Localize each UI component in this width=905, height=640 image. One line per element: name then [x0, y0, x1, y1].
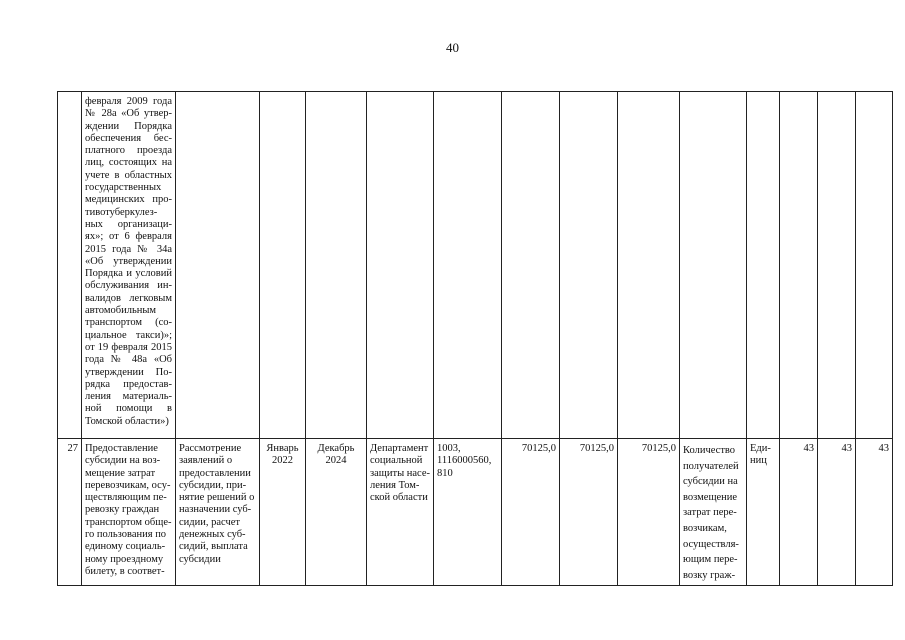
text-line: 2024	[325, 455, 347, 467]
cell-empty	[856, 92, 893, 439]
cell-empty	[502, 92, 560, 439]
text-line: го пользования по	[85, 529, 167, 541]
text-line: затрат пере-	[683, 507, 737, 519]
text-line: возчикам,	[683, 522, 727, 534]
cell-empty	[818, 92, 856, 439]
text-line: ществляющим пе-	[85, 492, 167, 504]
description-line: № 28а «Об утвер-	[85, 108, 172, 120]
table-row-27	[58, 439, 893, 586]
text-line: 1003,	[437, 443, 461, 454]
description-line: Томской области»)	[85, 415, 169, 427]
activity-text	[179, 443, 256, 566]
cell-empty	[560, 92, 618, 439]
description-line: ных организаци-	[85, 218, 172, 230]
cell-empty	[434, 92, 502, 439]
text-line: ревозку граждан	[85, 504, 160, 516]
description-line: года № 48а «Об	[85, 354, 172, 366]
description-line: транспортом (со-	[85, 317, 172, 329]
text-line: 810	[437, 467, 453, 479]
description-line: утверждении По-	[85, 366, 172, 378]
description-line: ях»; от 6 февраля	[85, 231, 172, 243]
text-line: перевозчикам, осу-	[85, 479, 171, 491]
text-line: Еди-	[750, 443, 771, 454]
program-table	[57, 91, 893, 586]
text-line: Январь	[266, 443, 299, 454]
description-line: платного проезда	[85, 145, 172, 157]
text-line: сидий, выплата	[179, 541, 248, 553]
cell-value-1: 43	[780, 439, 818, 586]
text-line: субсидии, при-	[179, 479, 247, 491]
description-line: «Об утверждении	[85, 255, 172, 267]
measure-name-text	[85, 443, 172, 578]
description-line: медицинских про-	[85, 194, 172, 206]
cell-row-number: 27	[58, 439, 82, 586]
text-line: ления Том-	[370, 479, 420, 491]
table-row-continuation	[58, 92, 893, 439]
text-line: назначении суб-	[179, 504, 252, 516]
page-number: 40	[446, 40, 459, 55]
cell-executor	[367, 439, 434, 586]
cell-description	[82, 92, 176, 439]
description-line: лиц, состоящих на	[85, 157, 172, 169]
cell-start-date	[260, 439, 306, 586]
text-line: ской области	[370, 492, 428, 504]
cell-empty	[618, 92, 680, 439]
text-line: 1116000560,	[437, 455, 492, 467]
text-line: Декабрь	[317, 443, 355, 454]
text-line: защиты насе-	[370, 467, 431, 479]
description-line: валидов легковым	[85, 292, 172, 304]
description-line: ждении Порядка	[85, 120, 172, 132]
description-line: от 19 февраля 2015	[85, 341, 172, 353]
kbk-text	[437, 443, 498, 480]
description-line: учете в областных	[85, 169, 172, 181]
description-line: 2015 года № 34а	[85, 243, 172, 255]
start-date-text	[263, 443, 302, 468]
unit-text	[750, 443, 776, 468]
text-line: сидии, расчет	[179, 516, 241, 528]
description-line: рядка предостав-	[85, 378, 172, 390]
cell-indicator	[680, 439, 747, 586]
cell-value-3: 43	[856, 439, 893, 586]
description-line: циальное такси)»;	[85, 329, 172, 341]
description-line: тивотуберкулез-	[85, 206, 158, 218]
text-line: ниц	[750, 455, 767, 467]
cell-measure-name	[82, 439, 176, 586]
cell-empty	[780, 92, 818, 439]
cell-amount-1: 70125,0	[502, 439, 560, 586]
cell-end-date	[306, 439, 367, 586]
cell-number	[58, 92, 82, 439]
cell-empty	[306, 92, 367, 439]
cell-activity	[176, 439, 260, 586]
cell-amount-2: 70125,0	[560, 439, 618, 586]
text-line: субсидии на воз-	[85, 455, 161, 467]
text-line: Количество	[683, 445, 736, 456]
description-line: государственных	[85, 182, 162, 194]
text-line: транспортом обще-	[85, 516, 172, 528]
text-line: нятие решений о	[179, 492, 255, 504]
text-line: 2022	[272, 455, 293, 467]
text-line: денежных суб-	[179, 529, 246, 541]
executor-text	[370, 443, 430, 504]
text-line: социальной	[370, 455, 423, 467]
cell-value-2: 43	[818, 439, 856, 586]
text-line: возмещение	[683, 491, 738, 503]
description-line: обеспечения бес-	[85, 132, 172, 144]
cell-empty	[367, 92, 434, 439]
indicator-text	[683, 443, 743, 583]
end-date-text	[309, 443, 363, 468]
cell-empty	[176, 92, 260, 439]
cell-kbk	[434, 439, 502, 586]
cell-empty	[747, 92, 780, 439]
cell-unit	[747, 439, 780, 586]
text-line: Предоставление	[85, 443, 158, 454]
description-line: ления материаль-	[85, 391, 172, 403]
text-line: ющим пере-	[683, 554, 738, 566]
description-line: ной помощи в	[85, 403, 172, 415]
text-line: мещение затрат	[85, 467, 156, 479]
text-line: ному проездному	[85, 553, 164, 565]
description-text	[85, 96, 172, 428]
text-line: субсидии	[179, 553, 221, 565]
cell-empty	[260, 92, 306, 439]
text-line: единому социаль-	[85, 541, 166, 553]
cell-amount-3: 70125,0	[618, 439, 680, 586]
cell-empty	[680, 92, 747, 439]
description-line: февраля 2009 года	[85, 96, 172, 107]
description-line: Порядка и условий	[85, 268, 172, 280]
text-line: билету, в соответ-	[85, 565, 165, 577]
text-line: заявлений о	[179, 455, 233, 467]
description-line: автомобильным	[85, 305, 157, 317]
text-line: Департамент	[370, 443, 429, 454]
text-line: получателей	[683, 460, 739, 472]
text-line: осуществля-	[683, 538, 739, 550]
text-line: субсидии на	[683, 476, 738, 488]
text-line: возку граж-	[683, 569, 736, 581]
text-line: Рассмотрение	[179, 443, 242, 454]
description-line: обслуживания ин-	[85, 280, 172, 292]
text-line: предоставлении	[179, 467, 251, 479]
